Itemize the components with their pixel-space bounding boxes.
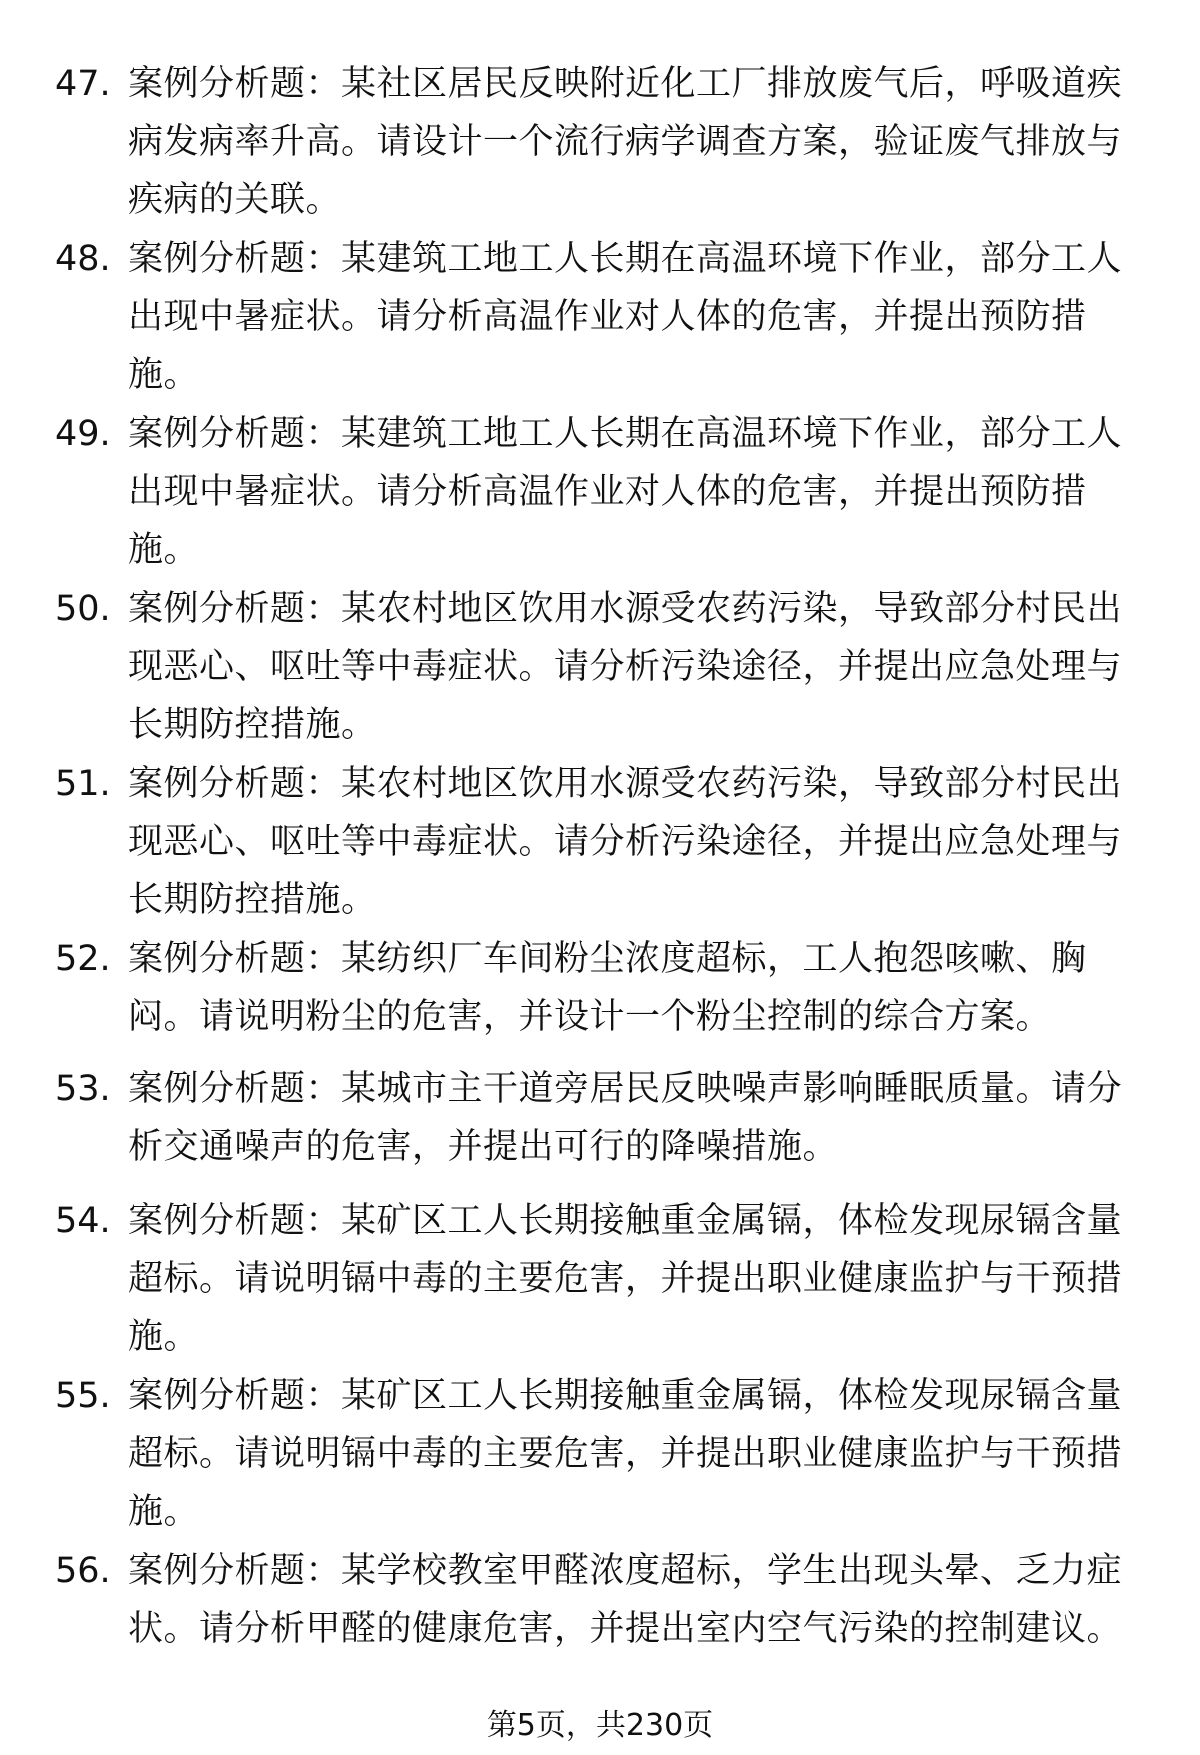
question-text [128,230,1138,404]
question-item [0,1192,1200,1367]
question-item [0,405,1200,580]
question-line: 病发病率升高。请设计一个流行病学调查方案，验证废气排放与 [128,122,1123,162]
question-line: 案例分析题：某城市主干道旁居民反映噪声影响睡眠质量。请分 [128,1069,1123,1109]
question-line: 施。 [128,1317,200,1357]
question-text [128,1367,1138,1541]
question-line: 状。请分析甲醛的健康危害，并提出室内空气污染的控制建议。 [128,1609,1123,1649]
question-line: 案例分析题：某建筑工地工人长期在高温环境下作业，部分工人 [128,414,1123,454]
question-item [0,230,1200,405]
question-line: 案例分析题：某学校教室甲醛浓度超标，学生出现头晕、乏力症 [128,1551,1123,1591]
question-number: 49. [55,414,111,454]
question-line: 现恶心、呕吐等中毒症状。请分析污染途径，并提出应急处理与 [128,822,1123,862]
question-line: 案例分析题：某社区居民反映附近化工厂排放废气后，呼吸道疾 [128,64,1123,104]
question-number: 50. [55,589,111,629]
question-item [0,930,1200,1060]
question-item [0,755,1200,930]
question-line: 长期防控措施。 [128,705,377,745]
question-line: 施。 [128,530,200,570]
question-line: 出现中暑症状。请分析高温作业对人体的危害，并提出预防措 [128,297,1087,337]
question-number: 51. [55,764,111,804]
question-number: 47. [55,64,111,104]
question-item [0,1060,1200,1192]
question-line: 闷。请说明粉尘的危害，并设计一个粉尘控制的综合方案。 [128,997,1052,1037]
question-number: 56. [55,1551,111,1591]
question-line: 超标。请说明镉中毒的主要危害，并提出职业健康监护与干预措 [128,1434,1123,1474]
question-text [128,55,1138,229]
question-text [128,1192,1138,1366]
question-line: 长期防控措施。 [128,880,377,920]
question-line: 现恶心、呕吐等中毒症状。请分析污染途径，并提出应急处理与 [128,647,1123,687]
question-line: 案例分析题：某矿区工人长期接触重金属镉，体检发现尿镉含量 [128,1376,1123,1416]
question-item [0,1367,1200,1542]
question-line: 施。 [128,355,200,395]
question-line: 超标。请说明镉中毒的主要危害，并提出职业健康监护与干预措 [128,1259,1123,1299]
question-line: 案例分析题：某纺织厂车间粉尘浓度超标，工人抱怨咳嗽、胸 [128,939,1087,979]
question-line: 案例分析题：某建筑工地工人长期在高温环境下作业，部分工人 [128,239,1123,279]
question-text [128,930,1138,1046]
question-number: 53. [55,1069,111,1109]
question-number: 52. [55,939,111,979]
question-text [128,580,1138,754]
question-line: 施。 [128,1492,200,1532]
question-line: 案例分析题：某农村地区饮用水源受农药污染，导致部分村民出 [128,764,1123,804]
question-text [128,405,1138,579]
question-number: 54. [55,1201,111,1241]
question-list [0,55,1200,1662]
question-item [0,1542,1200,1662]
question-item [0,55,1200,230]
question-text [128,755,1138,929]
question-line: 析交通噪声的危害，并提出可行的降噪措施。 [128,1127,839,1167]
question-line: 出现中暑症状。请分析高温作业对人体的危害，并提出预防措 [128,472,1087,512]
question-number: 55. [55,1376,111,1416]
question-line: 疾病的关联。 [128,180,342,220]
question-line: 案例分析题：某农村地区饮用水源受农药污染，导致部分村民出 [128,589,1123,629]
question-text [128,1060,1138,1176]
question-number: 48. [55,239,111,279]
question-line: 案例分析题：某矿区工人长期接触重金属镉，体检发现尿镉含量 [128,1201,1123,1241]
question-item [0,580,1200,755]
question-text [128,1542,1138,1658]
page-number-footer: 第5页，共230页 [486,1708,714,1743]
